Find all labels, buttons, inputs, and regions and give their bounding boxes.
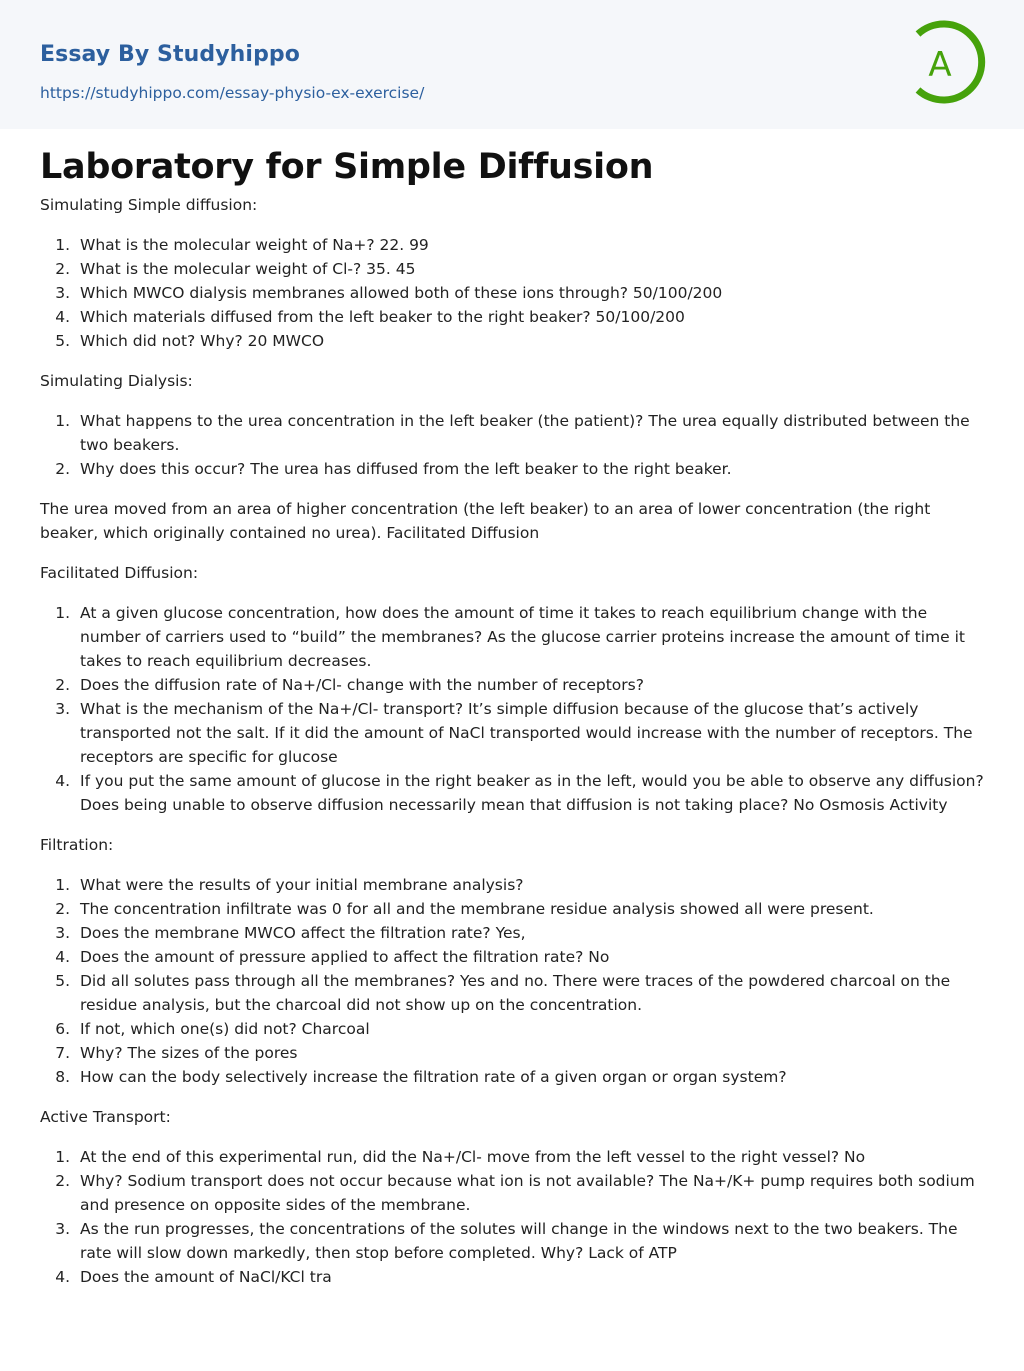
logo-a-icon — [912, 18, 988, 106]
list-number: 5. — [55, 332, 70, 350]
list-item — [40, 233, 984, 257]
list-text: Which MWCO dialysis membranes allowed both of these ions through? 50/100/200 — [80, 284, 723, 302]
list-number: 2. — [55, 900, 70, 918]
list-number: 2. — [55, 460, 70, 478]
list-number: 6. — [55, 1020, 70, 1038]
list-text: Does the amount of NaCl/KCl tra — [80, 1268, 332, 1286]
list-text: Did all solutes pass through all the membranes? Yes and no. There were traces of the powdered charcoal on the residue analysis, but the charcoal did not show up on the concentration. — [80, 972, 951, 1014]
paragraph: The urea moved from an area of higher concentration (the left beaker) to an area of lower concentration (the right beaker, which originally contained no urea). Facilitated Diffusion — [40, 500, 931, 542]
site-header — [0, 0, 1024, 129]
list-item — [40, 945, 984, 969]
list-item — [40, 921, 984, 945]
essay-body — [0, 129, 1024, 1335]
list-text: At a given glucose concentration, how does the amount of time it takes to reach equilibrium change with the number of carriers used to “build” the membranes? As the glucose carrier proteins increase the amount of time it takes to reach equilibrium decreases. — [80, 604, 965, 670]
logo[interactable] — [912, 18, 988, 106]
question-list — [40, 873, 984, 1089]
list-item — [40, 769, 984, 817]
list-text: Why does this occur? The urea has diffused from the left beaker to the right beaker. — [80, 460, 732, 478]
list-number: 3. — [55, 284, 70, 302]
list-item — [40, 873, 984, 897]
list-number: 3. — [55, 1220, 70, 1238]
list-number: 1. — [55, 604, 70, 622]
list-item — [40, 897, 984, 921]
list-number: 5. — [55, 972, 70, 990]
question-list — [40, 233, 984, 353]
list-text: Why? The sizes of the pores — [80, 1044, 298, 1062]
list-number: 4. — [55, 1268, 70, 1286]
list-text: Does the amount of pressure applied to affect the filtration rate? No — [80, 948, 610, 966]
section-heading: Facilitated Diffusion: — [40, 564, 199, 582]
question-list — [40, 601, 984, 817]
list-number: 4. — [55, 772, 70, 790]
list-number: 8. — [55, 1068, 70, 1086]
list-text: The concentration infiltrate was 0 for all and the membrane residue analysis showed all were present. — [80, 900, 874, 918]
list-number: 2. — [55, 260, 70, 278]
list-item — [40, 329, 984, 353]
list-number: 2. — [55, 1172, 70, 1190]
list-text: What is the molecular weight of Cl-? 35. 45 — [80, 260, 416, 278]
list-item — [40, 281, 984, 305]
list-number: 1. — [55, 412, 70, 430]
section-heading: Simulating Dialysis: — [40, 372, 193, 390]
list-item — [40, 601, 984, 673]
list-text: Does the diffusion rate of Na+/Cl- change with the number of receptors? — [80, 676, 644, 694]
list-item — [40, 1265, 984, 1289]
section-heading: Filtration: — [40, 836, 114, 854]
list-number: 4. — [55, 948, 70, 966]
list-item — [40, 1065, 984, 1089]
list-text: Which did not? Why? 20 MWCO — [80, 332, 325, 350]
list-item — [40, 697, 984, 769]
list-number: 1. — [55, 1148, 70, 1166]
list-text: What is the mechanism of the Na+/Cl- transport? It’s simple diffusion because of the glucose that’s actively transported not the salt. If it did the amount of NaCl transported would increase with the number of receptors. The receptors are specific for glucose — [80, 700, 973, 766]
list-text: Which materials diffused from the left beaker to the right beaker? 50/100/200 — [80, 308, 685, 326]
list-number: 1. — [55, 876, 70, 894]
brand-title[interactable]: Essay By Studyhippo — [40, 42, 300, 67]
list-text: Does the membrane MWCO affect the filtration rate? Yes, — [80, 924, 526, 942]
essay-sections — [40, 193, 984, 1289]
section-heading: Simulating Simple diffusion: — [40, 196, 258, 214]
question-list — [40, 409, 984, 481]
list-item — [40, 457, 984, 481]
list-item — [40, 1217, 984, 1265]
list-number: 2. — [55, 676, 70, 694]
list-number: 7. — [55, 1044, 70, 1062]
list-item — [40, 1041, 984, 1065]
list-number: 3. — [55, 700, 70, 718]
svg-text:A: A — [928, 45, 952, 85]
list-item — [40, 673, 984, 697]
list-item — [40, 257, 984, 281]
essay-url-link[interactable]: https://studyhippo.com/essay-physio-ex-exercise/ — [40, 84, 425, 102]
list-item — [40, 969, 984, 1017]
section-heading: Active Transport: — [40, 1108, 171, 1126]
list-item — [40, 305, 984, 329]
list-number: 1. — [55, 236, 70, 254]
list-text: At the end of this experimental run, did the Na+/Cl- move from the left vessel to the right vessel? No — [80, 1148, 866, 1166]
list-text: Why? Sodium transport does not occur because what ion is not available? The Na+/K+ pump requires both sodium and presence on opposite sides of the membrane. — [80, 1172, 975, 1214]
list-text: What happens to the urea concentration in the left beaker (the patient)? The urea equally distributed between the two beakers. — [80, 412, 970, 454]
list-item — [40, 409, 984, 457]
list-number: 3. — [55, 924, 70, 942]
list-text: If not, which one(s) did not? Charcoal — [80, 1020, 370, 1038]
list-item — [40, 1169, 984, 1217]
question-list — [40, 1145, 984, 1289]
list-text: As the run progresses, the concentrations of the solutes will change in the windows next to the two beakers. The rate will slow down markedly, then stop before completed. Why? Lack of ATP — [80, 1220, 958, 1262]
page-title: Laboratory for Simple Diffusion — [40, 147, 654, 187]
list-item — [40, 1017, 984, 1041]
list-text: What is the molecular weight of Na+? 22. 99 — [80, 236, 429, 254]
list-item — [40, 1145, 984, 1169]
list-text: How can the body selectively increase the filtration rate of a given organ or organ system? — [80, 1068, 787, 1086]
list-text: If you put the same amount of glucose in the right beaker as in the left, would you be able to observe any diffusion? Does being unable to observe diffusion necessarily mean that diffusion is not taking place? No Osmosis Activity — [80, 772, 984, 814]
list-number: 4. — [55, 308, 70, 326]
list-text: What were the results of your initial membrane analysis? — [80, 876, 524, 894]
